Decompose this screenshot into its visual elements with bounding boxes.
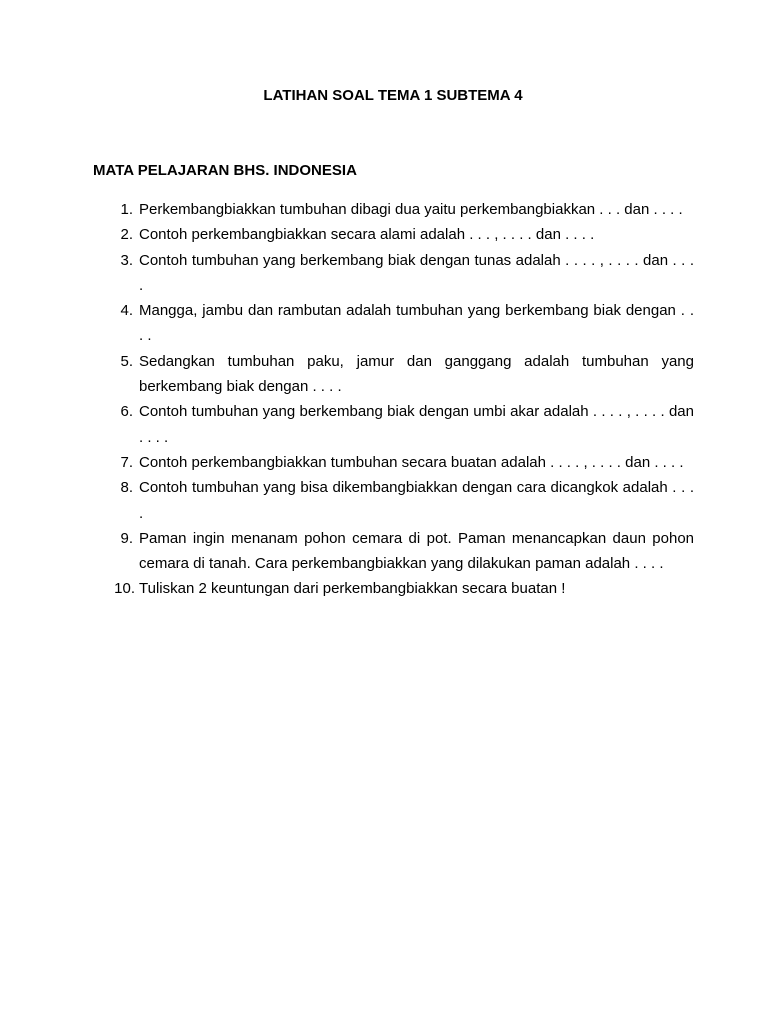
section-heading: MATA PELAJARAN BHS. INDONESIA	[93, 162, 357, 179]
question-text: Contoh perkembangbiakkan secara alami adalah . . . , . . . . dan . . . .	[139, 226, 595, 244]
question-number: 10.	[114, 580, 135, 598]
question-number: 8.	[120, 479, 133, 497]
question-text: Contoh tumbuhan yang berkembang biak dengan umbi akar adalah . . . . , . . . . dan . . . .	[139, 403, 694, 446]
question-text: Perkembangbiakkan tumbuhan dibagi dua yaitu perkembangbiakkan . . . dan . . . .	[139, 201, 683, 218]
question-item	[120, 475, 694, 526]
question-number: 7.	[120, 453, 133, 471]
question-item	[114, 576, 694, 601]
question-number: 4.	[120, 302, 133, 320]
question-item	[120, 450, 694, 475]
question-item	[120, 349, 694, 400]
question-number: 2.	[120, 226, 133, 244]
question-item	[120, 197, 694, 222]
question-text: Paman ingin menanam pohon cemara di pot. Paman menancapkan daun pohon cemara di tanah. Cara perkembangbiakkan yang dilakukan paman adalah . . . .	[139, 529, 694, 573]
question-text: Mangga, jambu dan rambutan adalah tumbuhan yang berkembang biak dengan . . . .	[139, 302, 694, 345]
question-item	[120, 222, 694, 247]
question-number: 1.	[120, 201, 133, 218]
document-title: LATIHAN SOAL TEMA 1 SUBTEMA 4	[263, 87, 523, 104]
question-number: 5.	[120, 352, 133, 370]
question-text: Tuliskan 2 keuntungan dari perkembangbiakkan secara buatan !	[139, 580, 566, 598]
question-number: 3.	[120, 251, 133, 269]
question-list	[114, 197, 694, 602]
question-number: 9.	[120, 529, 133, 547]
question-number: 6.	[120, 403, 133, 421]
question-text: Sedangkan tumbuhan paku, jamur dan ganggang adalah tumbuhan yang berkembang biak dengan . . . .	[139, 352, 694, 396]
question-item	[120, 526, 694, 577]
question-text: Contoh perkembangbiakkan tumbuhan secara buatan adalah . . . . , . . . . dan . . . .	[139, 453, 684, 471]
question-text: Contoh tumbuhan yang bisa dikembangbiakkan dengan cara dicangkok adalah . . . .	[139, 479, 694, 522]
question-item	[120, 399, 694, 450]
question-text: Contoh tumbuhan yang berkembang biak dengan tunas adalah . . . . , . . . . dan . . . .	[139, 251, 694, 294]
question-item	[120, 298, 694, 349]
question-item	[120, 248, 694, 299]
